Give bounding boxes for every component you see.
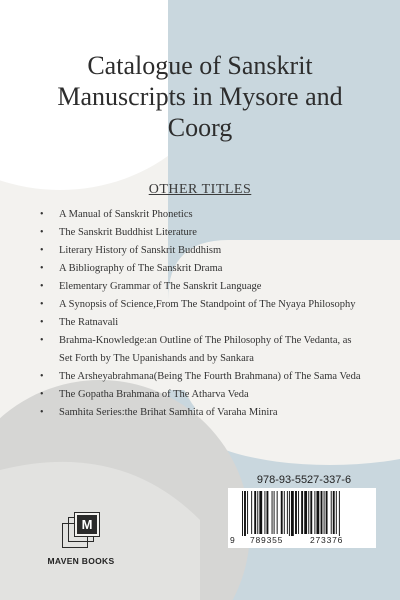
barcode-bar: [259, 491, 262, 534]
barcode-bar: [301, 491, 303, 534]
barcode-digit-group-1: 789355: [250, 535, 284, 545]
publisher-name: MAVEN BOOKS: [47, 556, 115, 566]
barcode-bar: [289, 491, 290, 536]
list-item: • The Arsheyabrahmana(Being The Fourth Brahmana) of The Sama Veda: [38, 368, 364, 386]
list-item: • The Gopatha Brahmana of The Atharva Veda: [38, 386, 364, 404]
barcode-bar: [336, 491, 337, 534]
barcode-bar: [298, 491, 299, 534]
isbn-number: 978-93-5527-337-6: [256, 474, 352, 486]
barcode-bar: [310, 491, 312, 534]
barcode-bar: [254, 491, 256, 534]
barcode: [228, 488, 376, 548]
list-item: • A Bibliography of The Sanskrit Drama: [38, 260, 364, 278]
barcode-bar: [272, 491, 273, 534]
barcode-bar: [308, 491, 309, 534]
list-item: • Brahma-Knowledge:an Outline of The Philosophy of The Vedanta, as Set Forth by The Upanishands and by Sankara: [38, 332, 364, 368]
list-item: • The Sanskrit Buddhist Literature: [38, 224, 364, 242]
logo-letter: M: [81, 517, 93, 532]
barcode-bar: [326, 491, 328, 534]
barcode-bar: [264, 491, 265, 534]
other-titles-heading: OTHER TITLES: [148, 182, 252, 197]
list-item: • A Manual of Sanskrit Phonetics: [38, 206, 364, 224]
list-item: • A Synopsis of Science,From The Standpoint of The Nyaya Philosophy: [38, 296, 364, 314]
barcode-bar: [274, 491, 275, 534]
barcode-bar: [304, 491, 307, 534]
barcode-bar: [287, 491, 288, 534]
other-titles-list: [38, 206, 364, 422]
barcode-bar: [242, 491, 243, 536]
barcode-bar: [244, 491, 246, 536]
list-item: • The Ratnavali: [38, 314, 364, 332]
barcode-bar: [295, 491, 297, 534]
barcode-bar: [324, 491, 325, 534]
book-title: Catalogue of Sanskrit Manuscripts in Mysore and Coorg: [57, 51, 343, 143]
barcode-bar: [284, 491, 285, 534]
barcode-bar: [291, 491, 294, 536]
barcode-bar: [247, 491, 248, 534]
list-item: • Samhita Series:the Brihat Samhita of Varaha Minira: [38, 404, 364, 422]
barcode-digit-group-2: 273376: [310, 535, 344, 545]
barcode-bar: [339, 491, 340, 536]
barcode-digit-lead: 9: [230, 535, 235, 545]
barcode-bar: [333, 491, 335, 534]
list-item: • Literary History of Sanskrit Buddhism: [38, 242, 364, 260]
barcode-bar: [251, 491, 252, 534]
stacked-squares-logo-icon: [62, 512, 100, 548]
barcode-bar: [266, 491, 268, 534]
barcode-bar: [277, 491, 278, 534]
barcode-bar: [257, 491, 258, 534]
list-item: • Elementary Grammar of The Sanskrit Language: [38, 278, 364, 296]
barcode-bar: [281, 491, 283, 534]
barcode-bars: [228, 488, 376, 536]
barcode-bar: [314, 491, 315, 534]
barcode-bar: [321, 491, 323, 534]
barcode-bar: [316, 491, 319, 534]
barcode-digits: [228, 535, 376, 547]
barcode-bar: [331, 491, 332, 534]
